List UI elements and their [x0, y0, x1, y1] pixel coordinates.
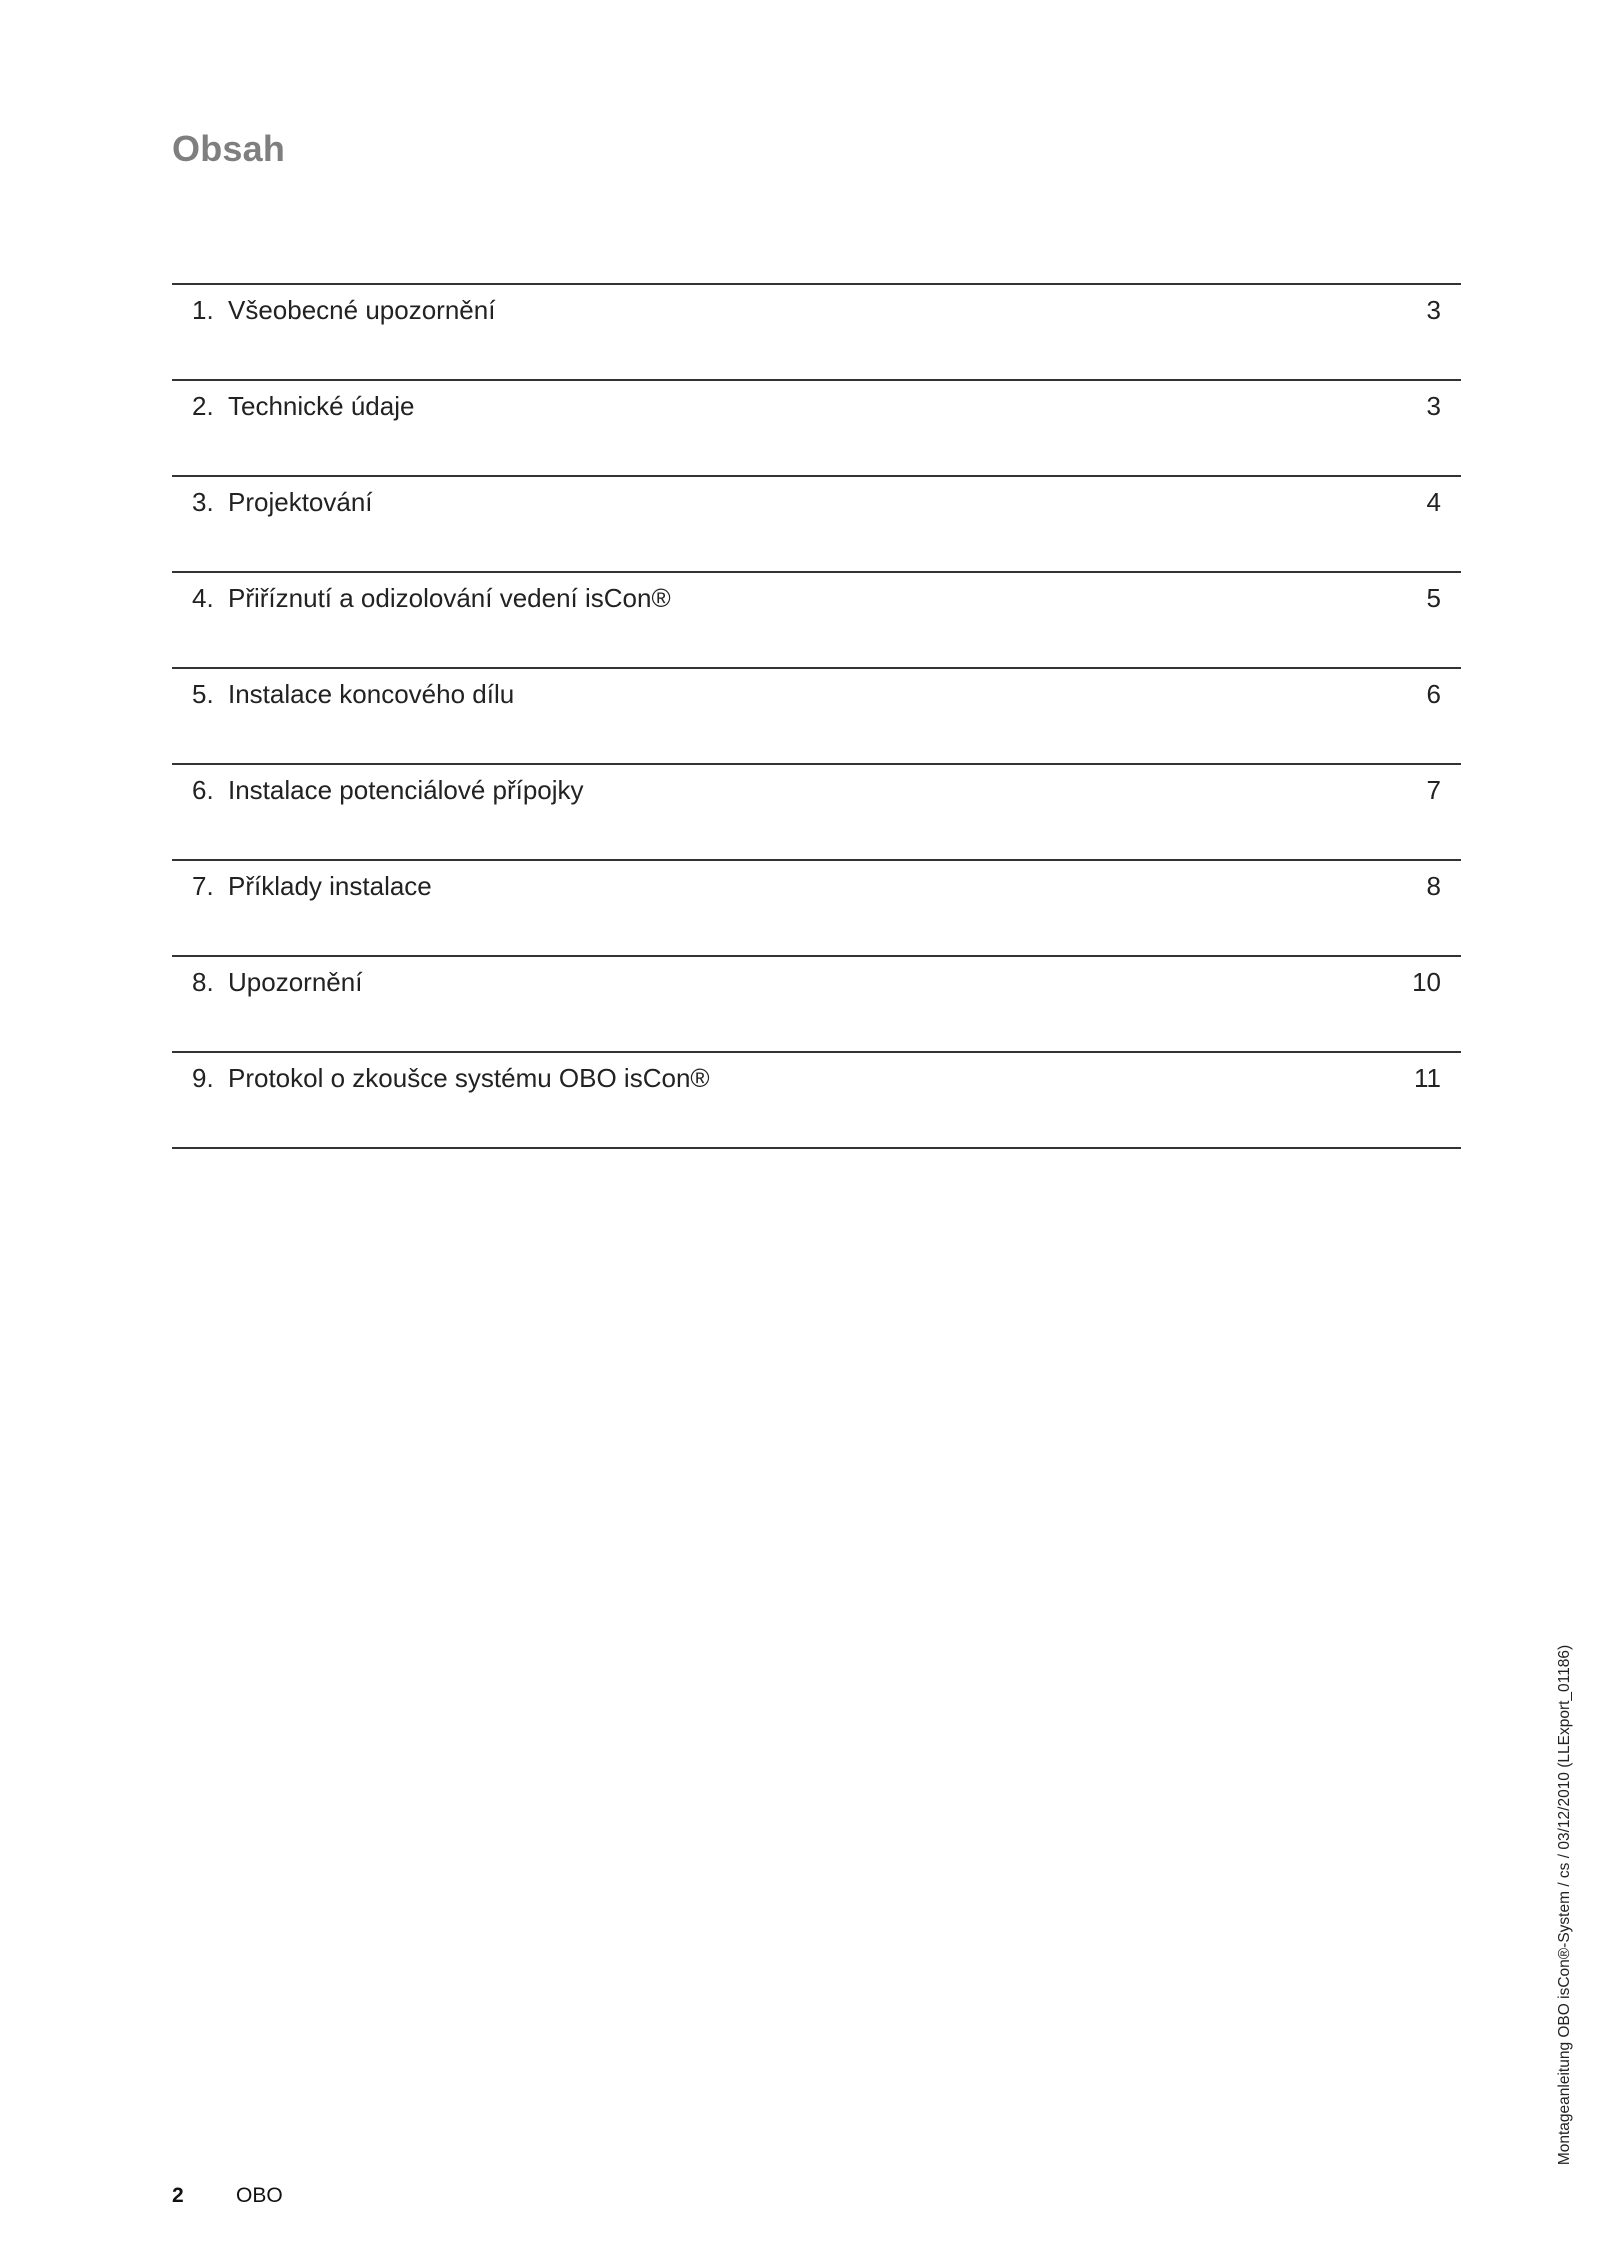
toc-item[interactable] — [172, 475, 1461, 571]
toc-item-number: 4. — [192, 583, 214, 613]
toc-item-title: Instalace koncového dílu — [228, 679, 515, 709]
toc-item-number: 8. — [192, 967, 214, 997]
toc-item-number: 6. — [192, 775, 214, 805]
toc-item-page: 6 — [1426, 679, 1441, 709]
toc-item-page: 11 — [1414, 1063, 1441, 1093]
toc-item-title: Přiříznutí a odizolování vedení isCon® — [228, 583, 671, 613]
page-title: Obsah — [172, 128, 286, 169]
toc-item-page: 3 — [1426, 391, 1441, 421]
toc-item-page: 5 — [1426, 583, 1441, 613]
toc-item[interactable] — [172, 955, 1461, 1051]
toc-item-title: Projektování — [228, 487, 373, 517]
toc-item-number: 2. — [192, 391, 214, 421]
document-reference-text: Montageanleitung OBO isCon®-System / cs / 03/12/2010 (LLExport_01186) — [1556, 1644, 1573, 2166]
table-of-contents — [172, 283, 1461, 1149]
toc-item-title: Instalace potenciálové přípojky — [228, 775, 584, 805]
toc-item-page: 3 — [1426, 295, 1441, 325]
toc-item[interactable] — [172, 667, 1461, 763]
toc-item-page: 4 — [1426, 487, 1441, 517]
toc-item-title: Protokol o zkoušce systému OBO isCon® — [228, 1063, 710, 1093]
toc-item-number: 7. — [192, 871, 214, 901]
toc-item[interactable] — [172, 763, 1461, 859]
toc-item[interactable] — [172, 283, 1461, 379]
toc-item[interactable] — [172, 1051, 1461, 1149]
toc-item-number: 5. — [192, 679, 214, 709]
toc-item-page: 7 — [1426, 775, 1441, 805]
toc-item-title: Všeobecné upozornění — [228, 295, 496, 325]
toc-item-page: 8 — [1426, 871, 1441, 901]
toc-item-number: 9. — [192, 1063, 214, 1093]
toc-item-title: Upozornění — [228, 967, 363, 997]
toc-item[interactable] — [172, 379, 1461, 475]
toc-item-page: 10 — [1412, 967, 1441, 997]
footer-page-number: 2 — [172, 2184, 184, 2207]
toc-item-number: 3. — [192, 487, 214, 517]
toc-item[interactable] — [172, 859, 1461, 955]
toc-item-title: Technické údaje — [228, 391, 415, 421]
footer-brand: OBO — [236, 2184, 283, 2207]
toc-item-number: 1. — [192, 295, 214, 325]
toc-item-title: Příklady instalace — [228, 871, 432, 901]
toc-item[interactable] — [172, 571, 1461, 667]
